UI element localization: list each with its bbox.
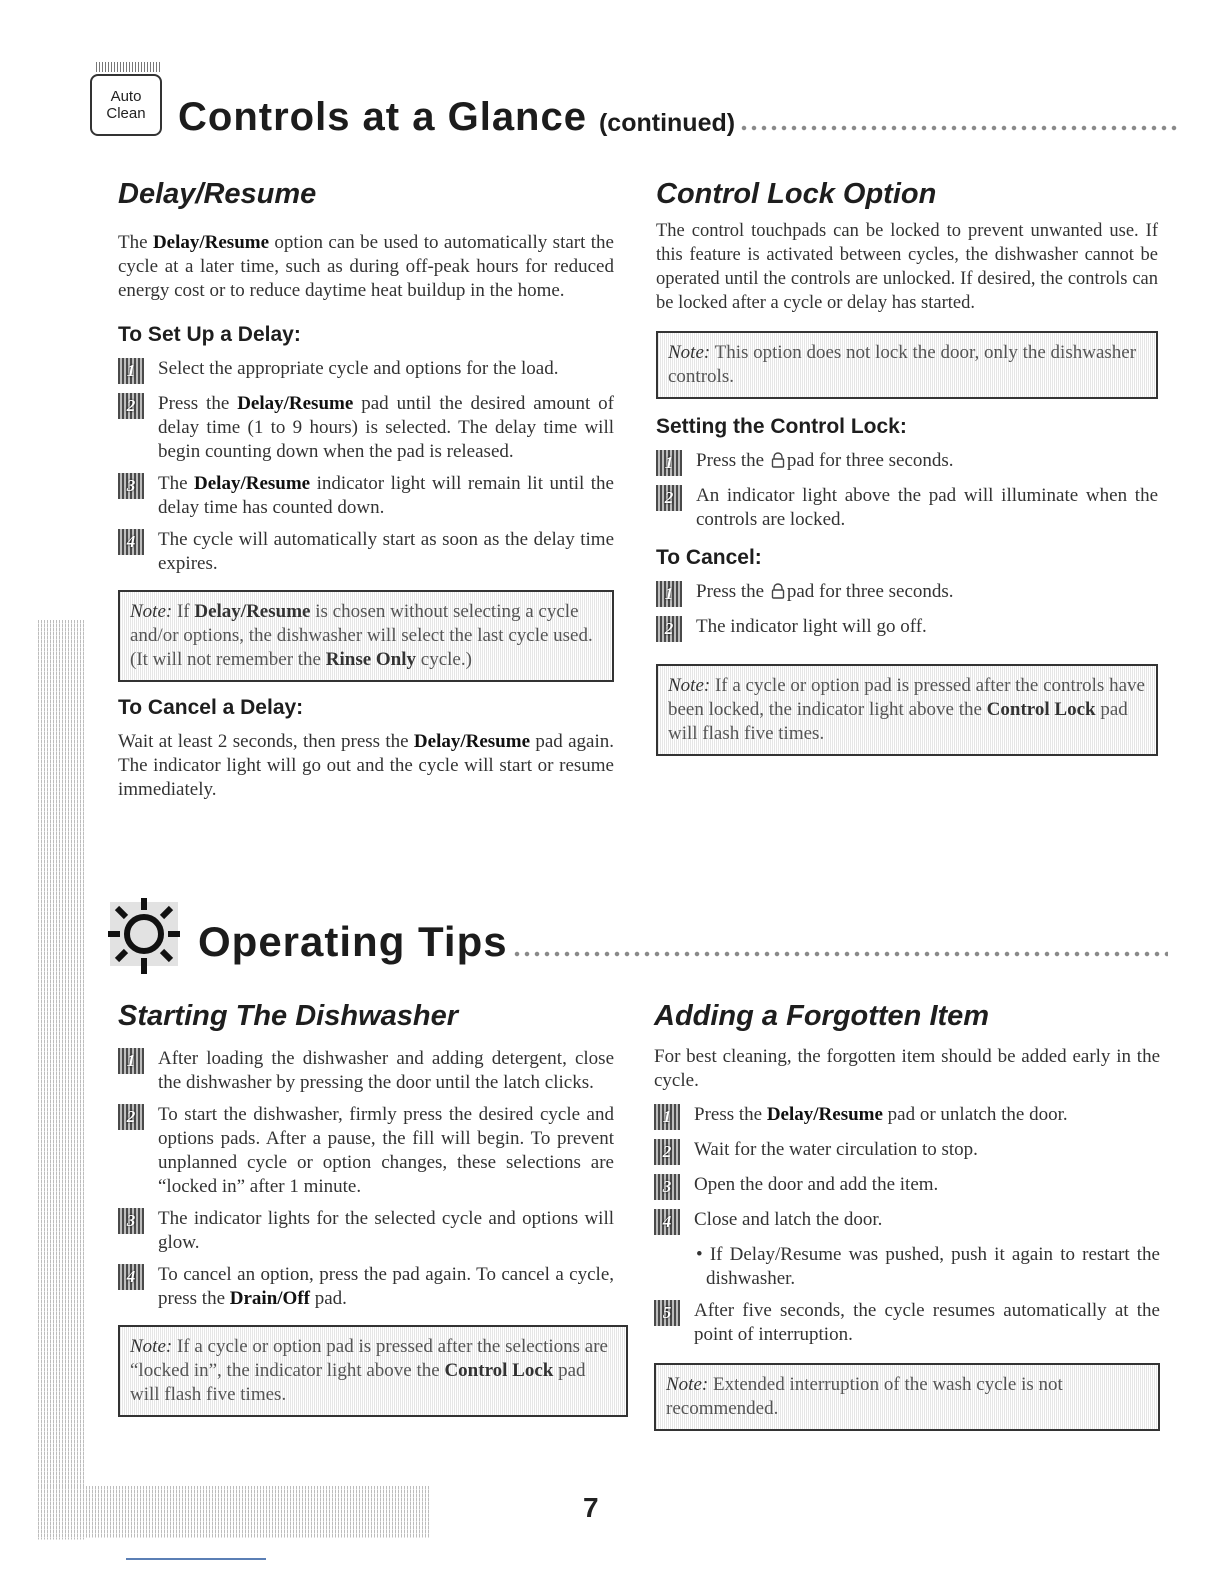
intro-text: option can be used to automatically start the cycle at a later time, such as during off-peak hours for reduced energy cost or to reduce daytime heat buildup in the home.: [118, 232, 614, 301]
step-text-part: Press the: [694, 1104, 767, 1125]
step-number-badge: 2: [656, 616, 682, 642]
step-number-badge: 1: [656, 450, 682, 476]
step-number-badge: 1: [118, 358, 144, 384]
note-bold: Rinse Only: [325, 649, 417, 670]
lock-icon: [771, 583, 785, 599]
step-number-badge: 4: [654, 1209, 680, 1235]
step-number-badge: 2: [654, 1139, 680, 1165]
step-text: [694, 1103, 1160, 1127]
note-label: Note:: [668, 342, 711, 363]
operating-tips-header: [198, 912, 1168, 966]
bottom-decorative-pattern: [38, 1486, 430, 1538]
starting-step: [118, 1263, 614, 1311]
step-text-part: indicator light will remain lit until the delay time has counted down.: [158, 473, 614, 518]
note-text: pad will flash five times.: [130, 1360, 586, 1405]
step-text: Open the door and add the item.: [694, 1174, 939, 1195]
lightbulb-icon: [104, 896, 184, 976]
step-text-part: Select the appropriate cycle and options for the load.: [158, 358, 559, 379]
note-bold: Control Lock: [444, 1360, 554, 1381]
badge-line-1: Auto: [110, 88, 142, 105]
lock-step: [656, 449, 1158, 476]
step-text: [696, 580, 1158, 604]
step-text-bold: Delay/Resume: [194, 473, 311, 494]
delay-note-box: [118, 590, 614, 682]
setup-step: [118, 392, 614, 464]
step-text: [158, 357, 614, 381]
forgotten-item-title: Adding a Forgotten Item: [654, 1000, 990, 1032]
step-text-bold: Delay/Resume: [766, 1104, 883, 1125]
step-number-badge: 3: [654, 1174, 680, 1200]
note-text: If a cycle or option pad is pressed after the selections are “locked in”, the indicator light above the: [130, 1336, 608, 1381]
control-lock-flash-note-box: [656, 664, 1158, 756]
forgotten-step: [654, 1173, 1160, 1200]
control-lock-note-box: [656, 331, 1158, 399]
step-text: [158, 528, 614, 576]
page-number: 7: [583, 1492, 599, 1523]
footer-rule: [126, 1558, 266, 1560]
lock-step: [656, 484, 1158, 532]
forgotten-step: [654, 1103, 1160, 1130]
step-text-part: To cancel an option, press the pad again. To cancel a cycle, press the: [158, 1264, 614, 1309]
delay-resume-section: [118, 178, 614, 802]
step-text-part: pad or unlatch the door.: [882, 1104, 1068, 1125]
step-text: To start the dishwasher, firmly press the desired cycle and options pads. After a pause, the fill will begin. To prevent unplanned cycle or option changes, these selections are “locked in” after 1 minute.: [158, 1104, 614, 1197]
forgotten-bullet-note: • If Delay/Resume was pushed, push it again to restart the dishwasher.: [696, 1244, 1160, 1289]
step-text-part: pad for three seconds.: [786, 450, 954, 471]
step-text-part: pad until the desired amount of delay time (1 to 9 hours) is selected. The delay time will begin counting down when the pad is released.: [158, 393, 615, 462]
auto-clean-badge: [90, 74, 162, 136]
forgotten-step: [654, 1299, 1160, 1347]
setting-lock-heading: Setting the Control Lock:: [656, 415, 907, 438]
step-text: The indicator light will go off.: [696, 616, 927, 637]
forgotten-note-box: [654, 1363, 1160, 1431]
step-text-part: Press the: [696, 450, 769, 471]
starting-step: [118, 1047, 614, 1095]
note-text: is chosen without selecting a cycle and/or options, the dishwasher will select the last cycle used. (It will not remember the: [130, 601, 593, 670]
starting-title: Starting The Dishwasher: [118, 1000, 459, 1032]
step-text: Close and latch the door.: [694, 1209, 883, 1230]
starting-step: [118, 1103, 614, 1199]
step-number-badge: 1: [118, 1048, 144, 1074]
forgotten-step: [654, 1138, 1160, 1165]
left-decorative-pattern: [38, 620, 86, 1540]
starting-step: [118, 1207, 614, 1255]
step-number-badge: 2: [656, 485, 682, 511]
cancel-step: [656, 615, 1158, 642]
delay-resume-intro: [118, 231, 614, 303]
step-text: [158, 1263, 614, 1311]
setup-delay-heading: To Set Up a Delay:: [118, 323, 301, 346]
step-text-bold: Delay/Resume: [237, 393, 354, 414]
page-header: [178, 92, 1178, 140]
step-number-badge: 1: [656, 581, 682, 607]
step-text-part: pad.: [309, 1288, 347, 1309]
step-text-part: The cycle will automatically start as soon as the delay time expires.: [158, 529, 614, 574]
setup-step: [118, 528, 614, 576]
badge-line-2: Clean: [106, 105, 146, 122]
forgotten-item-section: [654, 1000, 1160, 1431]
step-number-badge: 4: [118, 529, 144, 555]
cancel-delay-heading: To Cancel a Delay:: [118, 696, 304, 719]
intro-text: The: [118, 232, 153, 253]
step-number-badge: 3: [118, 473, 144, 499]
dotted-leader: [512, 950, 1168, 958]
note-bold: Delay/Resume: [194, 601, 311, 622]
delay-resume-title: Delay/Resume: [118, 178, 317, 210]
starting-section: [118, 1000, 614, 1417]
operating-tips-title: Operating Tips: [198, 918, 508, 965]
step-text-bold: Drain/Off: [229, 1288, 310, 1309]
note-text: cycle.): [416, 649, 472, 670]
cancel-bold: Delay/Resume: [413, 731, 531, 752]
note-text: If a cycle or option pad is pressed after the controls have been locked, the indicator light above the: [668, 675, 1145, 720]
cancel-lock-heading: To Cancel:: [656, 546, 762, 569]
step-number-badge: 2: [118, 1104, 144, 1130]
setup-step: [118, 472, 614, 520]
note-text: If: [172, 601, 195, 622]
step-text: [696, 449, 1158, 473]
control-lock-intro: The control touchpads can be locked to prevent unwanted use. If this feature is activated between cycles, the dishwasher cannot be operated until the controls are unlocked. If desired, the controls can be locked after a cycle or delay has started.: [656, 221, 1158, 313]
step-text-part: Press the: [158, 393, 238, 414]
step-number-badge: 1: [654, 1104, 680, 1130]
step-text: After five seconds, the cycle resumes automatically at the point of interruption.: [694, 1300, 1160, 1345]
page-title: Controls at a Glance: [178, 95, 587, 139]
note-bold: Control Lock: [986, 699, 1096, 720]
control-lock-title: Control Lock Option: [656, 178, 937, 210]
note-label: Note:: [130, 1336, 173, 1357]
step-number-badge: 5: [654, 1300, 680, 1326]
setup-step: [118, 357, 614, 384]
step-text-part: Press the: [696, 581, 769, 602]
step-text: Wait for the water circulation to stop.: [694, 1139, 978, 1160]
lock-icon: [771, 452, 785, 468]
cancel-delay-text: [118, 730, 614, 802]
dotted-leader: [739, 124, 1178, 132]
step-number-badge: 3: [118, 1208, 144, 1234]
starting-note-box: [118, 1325, 628, 1417]
cancel-step: [656, 580, 1158, 607]
step-text-part: The: [158, 473, 195, 494]
step-number-badge: 4: [118, 1264, 144, 1290]
intro-bold: Delay/Resume: [152, 232, 270, 253]
note-text: This option does not lock the door, only the dishwasher controls.: [668, 342, 1137, 387]
step-text-part: pad for three seconds.: [786, 581, 954, 602]
note-label: Note:: [666, 1374, 709, 1395]
step-text: After loading the dishwasher and adding detergent, close the dishwasher by pressing the door until the latch clicks.: [158, 1048, 614, 1093]
cancel-text: Wait at least 2 seconds, then press the: [118, 731, 414, 752]
note-label: Note:: [668, 675, 711, 696]
cancel-text: pad again. The indicator light will go out and the cycle will start or resume immediately.: [118, 731, 614, 800]
page-title-suffix: (continued): [598, 109, 736, 137]
step-number-badge: 2: [118, 393, 144, 419]
step-text: [158, 472, 614, 520]
forgotten-item-intro: For best cleaning, the forgotten item should be added early in the cycle.: [654, 1046, 1160, 1091]
note-text: pad will flash five times.: [668, 699, 1128, 744]
control-lock-section: [656, 178, 1158, 756]
note-text: Extended interruption of the wash cycle is not recommended.: [666, 1374, 1063, 1419]
step-text: The indicator lights for the selected cycle and options will glow.: [158, 1208, 614, 1253]
step-text: An indicator light above the pad will illuminate when the controls are locked.: [696, 485, 1158, 530]
forgotten-step: [654, 1208, 1160, 1235]
step-text: [158, 392, 614, 464]
note-label: Note:: [130, 601, 173, 622]
